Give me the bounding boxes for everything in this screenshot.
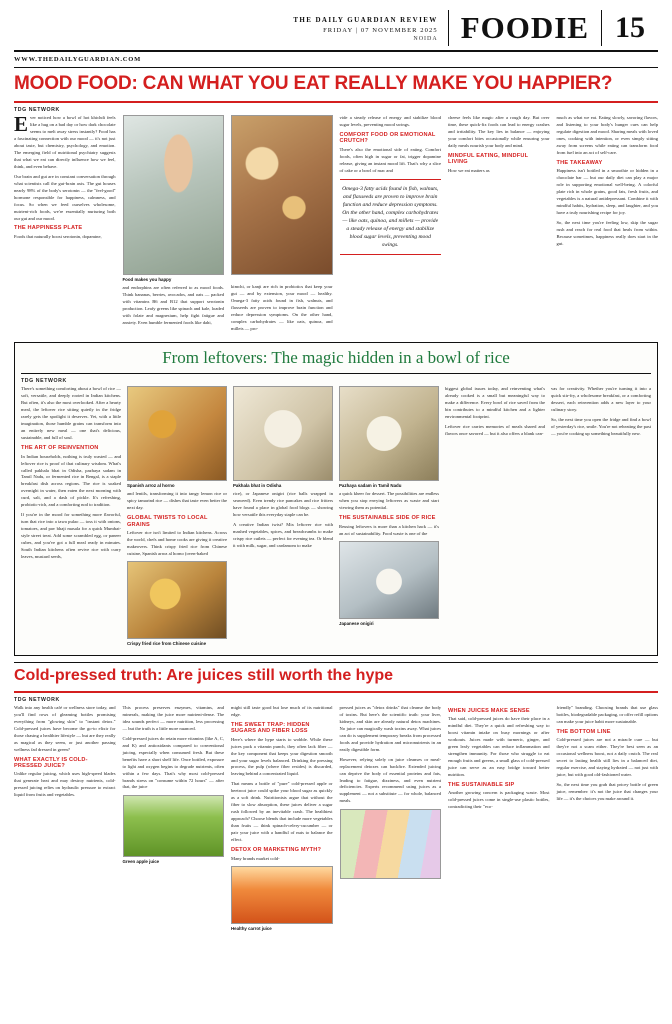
story3-c6-subhead: THE BOTTOM LINE [556, 728, 611, 735]
story2-photo-friedrice [127, 561, 227, 639]
story1-c1-subhead: THE HAPPINESS PLATE [14, 225, 83, 232]
story2-col-3 [233, 386, 333, 649]
story3-c5-p2: Another growing concern is packaging waste. Most cold-pressed juices come in single-use plastic bottles, contradicting their "eco- [448, 790, 550, 810]
story2-columns [21, 386, 651, 649]
divider [14, 662, 658, 663]
story1-c5-p2: How we eat matters as [448, 167, 490, 173]
story1-c4-p2: There's also the emotional side of eating. Comfort foods, often high in sugar or fat, trigger dopamine release, giving an instant mood lift. That's why a slice of cake or a bowl of mac and [339, 146, 441, 173]
story1-pullquote: Omega-3 fatty acids found in fish, walnuts, and flaxseeds are proven to improve brain function and reduce depression symptoms. On the other hand, complex carbohydrates — like oats, quinoa, and millets — provide a steady release of energy and stabilize blood sugar levels, preventing mood swings. [340, 179, 442, 256]
story3-c3-subhead-2: DETOX OR MARKETING MYTH? [231, 847, 322, 854]
story2-headline: From leftovers: The magic hidden in a bowl of rice [162, 347, 510, 367]
story3-c2-p1: This process preserves enzymes, vitamins, and minerals, making the juice more nutrient-dense. The idea sounds perfect — more nutrition, less processing — but the truth is a little more nuanced. [122, 704, 224, 731]
story3-col-4 [340, 705, 442, 934]
story2-photo-arroz [127, 386, 227, 481]
story3-c6-p3: So, the next time you grab that pricey bottle of green juice, remember: it's not the juice that changes your life — it's the choices you make around it. [556, 781, 658, 801]
story1-photo-person [123, 115, 225, 275]
masthead [14, 10, 658, 52]
story-cold-pressed-juice [14, 662, 658, 934]
story2-c3-p1: rice), or Japanese onigiri (rice balls wrapped in seaweed). Even trendy rice pancakes and rice fritters have found a place in global food blogs — showing how versatile this everyday staple can be. [233, 491, 333, 518]
story3-c5-subhead-2: THE SUSTAINABLE SIP [448, 781, 515, 788]
divider [14, 67, 658, 68]
story1-c6-p1: much as what we eat. Eating slowly, savoring flavors, and listening to your body's hunger cues can help regulate digestion and mood. Sharing meals with loved ones, cooking with intention, or even simply sitting away from screens while eating can transform food from fuel into an act of self-care. [556, 114, 658, 155]
story2-c5-p1: biggest global issues today, and reinventing what's already cooked is a small but meaningful way to make a difference. Every bowl of rice saved from the bin contributes to a mindful kitchen and a lighter environmental footprint. [445, 386, 545, 420]
story1-col-1 [14, 111, 116, 336]
story3-photo-juice-bottles [340, 809, 442, 879]
story2-col-2 [127, 386, 227, 649]
story2-c4-subhead: THE SUSTAINABLE SIDE OF RICE [339, 515, 436, 522]
story2-c1-p3: If you're in the mood for something more flavorful, turn that rice into a tawa pulao — toss it with onions, tomatoes, and pav bhaji masala for a quick Mumbai-style street treat. Add some scrambled egg, or paneer cubes, and you've got a full meal ready in minutes. South Indian kitchens often revive rice with curry leaves, mustard seeds, [21, 512, 121, 560]
story3-c6-p2: Cold-pressed juices are not a miracle cure — but they're not a scam either. They're best seen as an occasional wellness boost, not a daily crutch. The real secret to lasting health still lies in a balanced diet, regular exercise, and staying hydrated — not just with juice, but with good old-fashioned water. [556, 737, 658, 777]
story3-c3-subhead-1: THE SWEET TRAP: HIDDEN SUGARS AND FIBER LOSS [231, 721, 310, 735]
story3-c1-p1: Walk into any health café or wellness store today, and you'll find rows of gleaming bottles promising everything from "glowing skin" to "instant detox." Cold-pressed juices have become the go-to elixir for those chasing a healthier lifestyle — but are they really as magical as they seem, or just another passing wellness fad dressed in green? [14, 704, 116, 752]
story2-byline: TDG NETWORK [21, 378, 67, 385]
story3-c4-p1: pressed juices as "detox drinks" that cleanse the body of toxins. But here's the scientific truth: your liver, kidneys, and skin are already natural detox machines. No juice can magically wash toxins away. What juices can do is supplement temporary breaks from processed foods and provide hydration and micronutrients in an easily digestible form. [339, 704, 441, 752]
story1-c6-p2: Happiness isn't bottled in a smoothie or hidden in a chocolate bar — but our daily diet can play a major role in supporting emotional well-being. A colorful plate rich in whole grains, good fats, fresh fruits, and vegetables is a natural antidepressant. Combine it with mindful habits, hydration, sleep, and laughter, and you have a truly nourishing recipe for joy. [556, 168, 658, 215]
page-number: 15 [615, 11, 645, 44]
divider [14, 101, 658, 103]
story1-col-2 [123, 115, 225, 336]
divider [14, 691, 658, 693]
story1-photo-caption: Food makes you happy [122, 276, 172, 282]
story3-caption-1: Green apple juice [122, 859, 160, 865]
story2-c6-p2: So, the next time you open the fridge and find a bowl of yesterday's rice, smile. You're not reheating the past — you're cooking up something beautifully new. [551, 417, 652, 437]
story1-c1-p3: Foods that naturally boost serotonin, dopamine, [14, 233, 102, 239]
story2-c4-p1: a quick kheer for dessert. The possibilities are endless when you stop envying leftovers as waste and start viewing them as potential. [339, 491, 439, 511]
story2-caption-5: Japanese onigiri [339, 620, 374, 626]
story3-byline: TDG NETWORK [14, 696, 60, 703]
story3-c1-p2: Unlike regular juicing, which uses high-speed blades that generate heat and may destroy nutrients, cold-pressed juicing relies on hydraulic pressure to extract liquid from fruits and vegetables. [14, 771, 116, 798]
story-mood-food [14, 67, 658, 336]
story1-headline: MOOD FOOD: CAN WHAT YOU EAT REALLY MAKE YOU HAPPIER? [14, 73, 613, 94]
story3-caption-2: Healthy carrot juice [231, 925, 272, 931]
story2-c1-p1: There's something comforting about a bowl of rice — soft, versatile, and deeply rooted in Indian kitchens. But often, it's also the most overlooked. After a hearty meal, the leftover rice sitting quietly in the fridge rarely gets the spotlight it deserves. Yet, with a little imagination, those humble grains can transform into an entirely new meal — one that's delicious, sustainable, and full of soul. [21, 386, 121, 441]
story2-col-6 [551, 386, 651, 649]
story1-col-5 [448, 115, 550, 336]
story3-col-2 [123, 705, 225, 934]
story2-photo-pakhala [233, 386, 333, 481]
story1-c5-subhead: MINDFUL EATING, MINDFUL LIVING [448, 152, 529, 166]
story2-caption-4: Crispy fried rice from Chinese cuisine [127, 641, 207, 647]
section-name: FOODIE [460, 10, 589, 45]
story3-c2-p2: Cold-pressed juices do retain more vitamins (like A, C, and K) and antioxidants compared to conventional juicing, especially when consumed fresh. But these benefits have a short shelf life. Once bottled, exposure to light and oxygen begins to degrade nutrients, often within a few days. That's why most cold-pressed brands stress on "consume within 72 hours" — after that, the juice [122, 735, 224, 790]
story2-c3-p2: A creative Indian twist? Mix leftover rice with mashed vegetables, spices, and breadcrumbs to make crispy rice cutlets — perfect for evening tea. Or blend it with milk, sugar, and cardamom to make [233, 522, 333, 549]
paper-date: FRIDAY | 07 NOVEMBER 2025 [323, 27, 438, 34]
story3-c5-subhead-1: WHEN JUICES MAKE SENSE [448, 707, 530, 714]
story1-columns [14, 111, 658, 336]
story2-col-5 [445, 386, 545, 649]
story3-c1-subhead: WHAT EXACTLY IS COLD-PRESSED JUICE? [14, 756, 88, 770]
story1-photo-food [231, 115, 333, 275]
story2-c4-p2: Reusing leftovers is more than a kitchen hack — it's an act of sustainability. Food waste is one of the [339, 523, 439, 536]
story2-photo-pazhaya [339, 386, 439, 481]
story1-c2-p1: and endorphins are often referred to as mood foods. Think bananas, berries, avocados, and oats — packed with vitamins B6 and B12 that support serotonin production. Leafy greens like spinach and kale, loaded with folate and magnesium, help fight fatigue and anxiety. Even humble fermented foods like dahi, [122, 284, 224, 325]
story1-c3-p1: kimchi, or kanji are rich in probiotics that keep your gut — and by extension, your mood — healthy. Omega-3 fatty acids found in fish, walnuts, and flaxseeds are proven to improve brain function and reduce depression symptoms. On the other hand, complex carbohydrates — like oats, quinoa, and millets — pro- [231, 283, 333, 331]
story2-col-1 [21, 386, 121, 649]
story3-c3-p1: might still taste good but lose much of its nutritional edge. [231, 704, 333, 717]
paper-title: THE DAILY GUARDIAN REVIEW [293, 16, 438, 24]
section-name-block [448, 10, 602, 46]
story1-col-3 [231, 115, 333, 336]
story3-col-5 [448, 705, 550, 934]
story-leftover-rice [14, 342, 658, 656]
story1-c4-subhead: COMFORT FOOD OR EMOTIONAL CRUTCH? [339, 131, 436, 145]
story2-c2-subhead: GLOBAL TWISTS TO LOCAL GRAINS [127, 515, 208, 528]
story2-caption-1: Spanish arroz al horno [127, 483, 175, 489]
story1-col-6 [557, 115, 659, 336]
story3-col-1 [14, 705, 116, 934]
masthead-left [14, 10, 448, 46]
paper-city: NOIDA [413, 36, 438, 42]
story2-c5-p2: Leftover rice carries memories of meals shared and flavors once savored — but it also offers a blank can- [445, 424, 545, 437]
story1-c6-p3: So, the next time you're feeling low, skip the sugar rush and reach for real food that heals from within. Because sometimes, happiness really does start in the gut. [556, 219, 658, 246]
story3-c3-p3: That means a bottle of "pure" cold-pressed apple or beetroot juice could spike your blood sugar as quickly as a soft drink. Nutritionists argue that without the fiber to slow absorption, these juices deliver a sugar rush followed by an inevitable crash. The healthiest approach? Choose blends that include more vegetables than fruits — think spinach-celery-cucumber — or pair your juice with a handful of nuts to balance the effect. [231, 781, 333, 843]
story3-c4-p2: However, relying solely on juice cleanses or meal-replacement detoxes can backfire. Extended juicing can deprive the body of essential proteins and fats, leading to fatigue, dizziness, and even nutrient deficiencies. Experts recommend using juices as a supplement — not a substitute — for whole, balanced meals. [339, 756, 441, 804]
divider [21, 373, 651, 374]
story2-c2-p2: Leftover rice isn't limited to Indian kitchens. Across the world, chefs and home cooks are giving it creative makeovers. Think crispy fried rice from Chinese cuisine, Spanish arroz al horno (oven-baked [127, 530, 227, 557]
story2-col-4 [339, 386, 439, 649]
website-url[interactable]: WWW.THEDAILYGUARDIAN.COM [14, 56, 142, 63]
story2-c1-subhead-1: THE ART OF REINVENTION [21, 445, 99, 452]
story3-c3-p4: Many brands market cold- [231, 855, 280, 861]
story2-photo-onigiri [339, 541, 439, 619]
story3-c5-p1: That said, cold-pressed juices do have their place in a mindful diet. They're a quick and refreshing way to boost vitamin intake on busy mornings or after workouts. Juices made with turmeric, ginger, and green leafy vegetables can reduce inflammation and strengthen immunity. For those who struggle to eat enough fruits and greens, a small glass of cold-pressed juice can serve as an easy bridge toward better nutrition. [448, 716, 550, 777]
story2-c2-p1: and lentils, transforming it into tangy lemon rice or spicy tamarind rice — dishes that taste even better the next day. [127, 491, 227, 511]
story1-c1-p2: Our brain and gut are in constant conversation through what scientists call the gut-brain axis. The gut houses nearly 98% of the body's serotonin — the "feel-good" hormone responsible for happiness, calmness, and focus. So when we feed ourselves wholesome, nutrient-rich foods, we're essentially nurturing both our gut and our mood. [14, 173, 116, 221]
story2-caption-2: Pakhala bhat in Odisha [233, 483, 282, 489]
story1-byline: TDG NETWORK [14, 106, 60, 113]
story3-photo-carrot-juice [231, 866, 333, 924]
story3-photo-green-juice [123, 795, 225, 857]
story3-c6-p1: friendly" branding. Choosing brands that use glass bottles, biodegradable packaging, or offer refill options can make your juice habit more sustainable. [556, 704, 658, 724]
page-number-block [602, 10, 658, 46]
story3-columns [14, 705, 658, 934]
story1-c4-p1: vide a steady release of energy and stabilize blood sugar levels, preventing mood swings. [339, 114, 441, 127]
story3-col-3 [231, 705, 333, 934]
story1-c6-subhead: THE TAKEAWAY [556, 159, 603, 166]
story2-caption-3: Pazhaya sadam in Tamil Nadu [339, 483, 402, 489]
story1-c5-p1: cheese feels like magic after a rough day. But over time, these quick-fix foods can lead to energy crashes and irritability. The key lies in balance — enjoying your comfort bites occasionally while ensuring your daily meals nourish your body and mind. [448, 114, 550, 148]
story1-lead: Ever noticed how a bowl of hot khichdi feels like a hug on a bad day or how dark chocolate seems to melt away stress instantly? Food has a fascinating connection with our mood — it's not just about taste, but chemistry, psychology, and emotion. The emerging field of nutritional psychiatry suggests that what we eat can directly influence how we feel, think, and even behave. [14, 111, 116, 169]
story3-c3-p2: Here's where the hype starts to wobble. While these juices pack a vitamin punch, they often lack fiber — the key component that keeps your digestion smooth and your sugar levels balanced. Drinking the pressing process, the pulp (where fiber resides) is discarded, leaving behind a concentrated liquid. [231, 736, 333, 777]
story2-c1-p2: In Indian households, nothing is truly wasted — and leftover rice is proof of that culinary wisdom. What's called pakhala bhat in Odisha, pazhaya sadam in Tamil Nadu, or fermented rice in Bengal, is a staple breakfast dish across regions. The rice is soaked overnight in water, then eaten the next morning with curd, salt, and a dash of pickle. It's refreshing, probiotic-rich, and a comforting nod to tradition. [21, 453, 121, 508]
story1-col-4 [340, 115, 442, 336]
story3-headline: Cold-pressed truth: Are juices still worth the hype [14, 667, 394, 685]
story3-col-6 [557, 705, 659, 934]
story2-c6-p1: vas for creativity. Whether you're turning it into a quick stir-fry, a wholesome breakfast, or a comforting dessert, each reinvention adds a new layer to your culinary story. [551, 386, 651, 413]
